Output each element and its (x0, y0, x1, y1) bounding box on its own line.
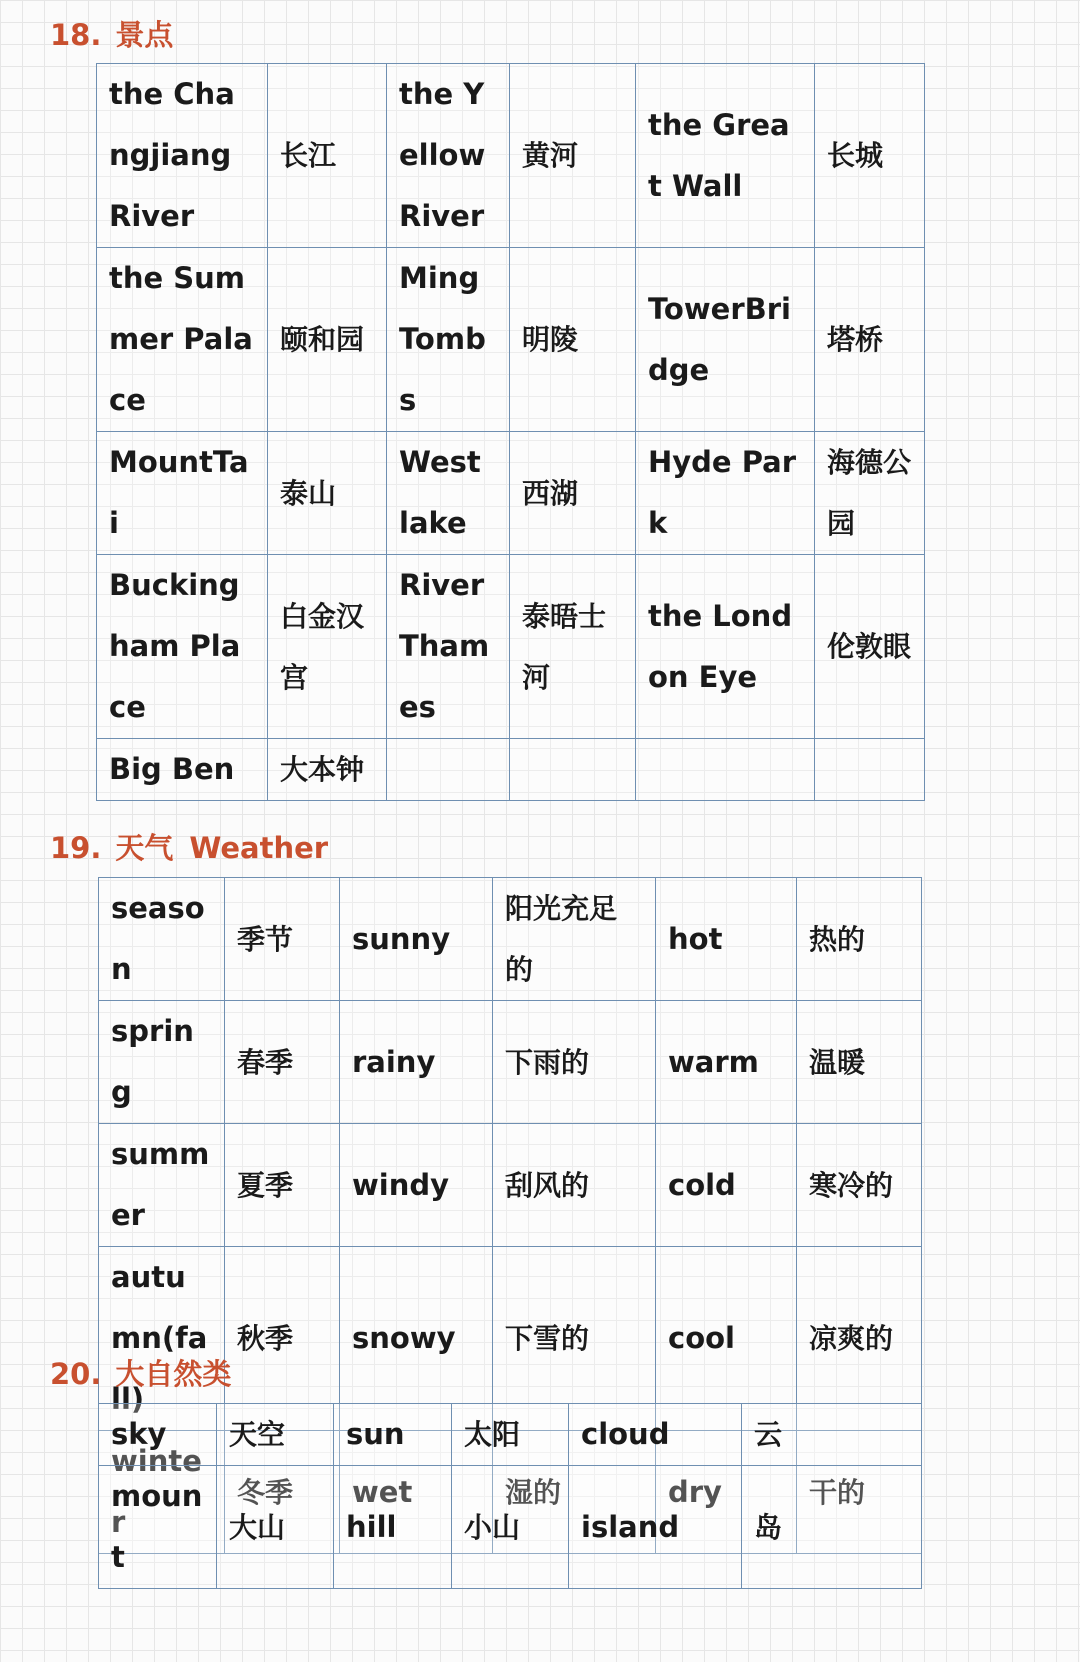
chinese-term-cell: 塔桥 (815, 248, 925, 432)
chinese-term-cell (815, 739, 925, 801)
english-term-cell: snowy (340, 1247, 493, 1431)
english-term-cell: cold (656, 1124, 797, 1247)
section-number: 19. (50, 831, 102, 865)
english-term-cell: summer (99, 1124, 225, 1247)
table-row (97, 555, 925, 739)
english-term-cell: sunny (340, 878, 493, 1001)
chinese-term-cell: 刮风的 (493, 1124, 656, 1247)
chinese-term-cell: 下雨的 (493, 1001, 656, 1124)
english-term-cell: hill (334, 1466, 452, 1589)
chinese-term-cell: 阳光充足的 (493, 878, 656, 1001)
english-term-cell: cool (656, 1247, 797, 1431)
english-term-cell: TowerBridge (636, 248, 815, 432)
chinese-term-cell: 岛 (742, 1466, 922, 1589)
table-row (99, 1404, 922, 1466)
english-term-cell: the Great Wall (636, 64, 815, 248)
english-term-cell: the Changjiang River (97, 64, 268, 248)
chinese-term-cell: 明陵 (510, 248, 636, 432)
section-title: 大自然类 (115, 1357, 232, 1391)
chinese-term-cell: 长江 (268, 64, 387, 248)
english-term-cell: season (99, 878, 225, 1001)
english-term-cell: Hyde Park (636, 432, 815, 555)
english-term-cell: rainy (340, 1001, 493, 1124)
chinese-term-cell: 颐和园 (268, 248, 387, 432)
table-row (97, 739, 925, 801)
section-number: 18. (50, 18, 102, 52)
chinese-term-cell: 热的 (797, 878, 922, 1001)
chinese-term-cell: 长城 (815, 64, 925, 248)
section-number: 20. (50, 1357, 102, 1391)
table-row (99, 1466, 922, 1589)
section-heading-scenic-spots (50, 18, 174, 52)
english-term-cell: winter (99, 1431, 225, 1554)
chinese-term-cell: 黄河 (510, 64, 636, 248)
table-row (97, 432, 925, 555)
chinese-term-cell (510, 739, 636, 801)
section-subtitle: Weather (189, 831, 329, 865)
english-term-cell (636, 739, 815, 801)
english-term-cell: Buckingham Place (97, 555, 268, 739)
table-row (97, 248, 925, 432)
chinese-term-cell: 凉爽的 (797, 1247, 922, 1431)
chinese-term-cell: 大山 (217, 1466, 334, 1589)
english-term-cell: windy (340, 1124, 493, 1247)
chinese-term-cell: 季节 (225, 878, 340, 1001)
chinese-term-cell: 夏季 (225, 1124, 340, 1247)
section-title: 景点 (115, 18, 174, 52)
table-row (99, 1124, 922, 1247)
english-term-cell: hot (656, 878, 797, 1001)
chinese-term-cell: 西湖 (510, 432, 636, 555)
chinese-term-cell: 白金汉宫 (268, 555, 387, 739)
chinese-term-cell: 太阳 (452, 1404, 569, 1466)
chinese-term-cell: 泰山 (268, 432, 387, 555)
english-term-cell: the Yellow River (387, 64, 510, 248)
english-term-cell: River Thames (387, 555, 510, 739)
chinese-term-cell: 干的 (797, 1431, 922, 1554)
chinese-term-cell: 小山 (452, 1466, 569, 1589)
chinese-term-cell: 春季 (225, 1001, 340, 1124)
english-term-cell: sky (99, 1404, 217, 1466)
chinese-term-cell: 天空 (217, 1404, 334, 1466)
english-term-cell: Ming Tombs (387, 248, 510, 432)
english-term-cell: West lake (387, 432, 510, 555)
nature-table (98, 1403, 922, 1589)
english-term-cell: mount (99, 1466, 217, 1589)
chinese-term-cell: 大本钟 (268, 739, 387, 801)
section-title: 天气 (115, 831, 174, 865)
english-term-cell: the Summer Palace (97, 248, 268, 432)
english-term-cell: Big Ben (97, 739, 268, 801)
chinese-term-cell: 泰晤士河 (510, 555, 636, 739)
english-term-cell: island (569, 1466, 742, 1589)
english-term-cell: warm (656, 1001, 797, 1124)
chinese-term-cell: 温暖 (797, 1001, 922, 1124)
english-term-cell: spring (99, 1001, 225, 1124)
english-term-cell: dry (656, 1431, 797, 1554)
table-row (99, 878, 922, 1001)
chinese-term-cell: 伦敦眼 (815, 555, 925, 739)
section-heading-weather (50, 831, 329, 865)
chinese-term-cell: 下雪的 (493, 1247, 656, 1431)
chinese-term-cell: 云 (742, 1404, 922, 1466)
chinese-term-cell: 海德公园 (815, 432, 925, 555)
english-term-cell: sun (334, 1404, 452, 1466)
english-term-cell (387, 739, 510, 801)
english-term-cell: the London Eye (636, 555, 815, 739)
english-term-cell: cloud (569, 1404, 742, 1466)
chinese-term-cell: 冬季 (225, 1431, 340, 1554)
chinese-term-cell: 秋季 (225, 1247, 340, 1431)
scenic-spots-table (96, 63, 925, 801)
table-row (99, 1001, 922, 1124)
english-term-cell: autumn(fall) (99, 1247, 225, 1431)
chinese-term-cell: 寒冷的 (797, 1124, 922, 1247)
section-heading-nature (50, 1357, 232, 1391)
english-term-cell: wet (340, 1431, 493, 1554)
table-row (97, 64, 925, 248)
chinese-term-cell: 湿的 (493, 1431, 656, 1554)
english-term-cell: MountTai (97, 432, 268, 555)
